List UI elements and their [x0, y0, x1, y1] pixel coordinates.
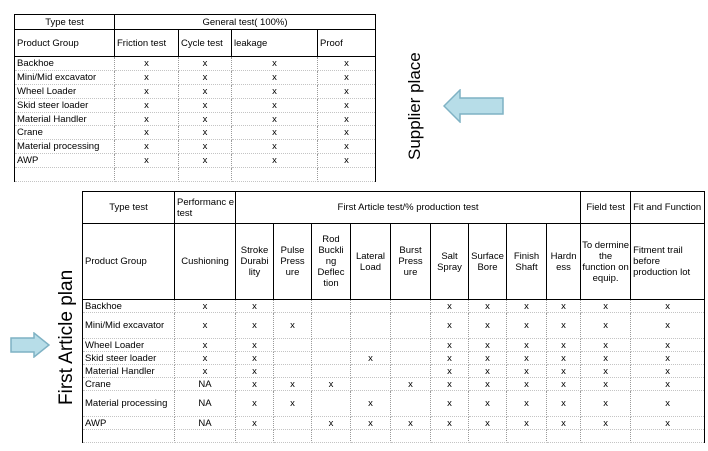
mark-cell: x — [507, 365, 547, 378]
mark-cell: x — [581, 339, 631, 352]
col-header: Salt Spray — [431, 224, 469, 300]
mark-cell: x — [631, 378, 705, 391]
mark-cell: x — [469, 378, 507, 391]
mark-cell: x — [469, 417, 507, 430]
mark-cell — [391, 339, 431, 352]
mark-cell: x — [631, 417, 705, 430]
mark-cell: x — [312, 378, 351, 391]
mark-cell: x — [236, 417, 274, 430]
product-group-cell: Crane — [15, 126, 115, 140]
supplier-place-label: Supplier place — [405, 52, 424, 160]
mark-cell — [351, 313, 391, 339]
mark-cell — [312, 300, 351, 313]
mark-cell: x — [115, 84, 179, 98]
empty-cell — [274, 430, 312, 443]
mark-cell: x — [115, 154, 179, 168]
mark-cell: x — [581, 417, 631, 430]
first-article-table — [82, 191, 705, 443]
mark-cell: x — [115, 70, 179, 84]
mark-cell: x — [469, 313, 507, 339]
mark-cell: x — [631, 365, 705, 378]
empty-cell — [318, 168, 376, 182]
mark-cell — [312, 313, 351, 339]
mark-cell: x — [232, 57, 318, 71]
mark-cell — [391, 313, 431, 339]
mark-cell: x — [431, 417, 469, 430]
mark-cell: NA — [175, 378, 236, 391]
empty-cell — [312, 430, 351, 443]
mark-cell: x — [507, 352, 547, 365]
mark-cell — [351, 365, 391, 378]
mark-cell: x — [232, 84, 318, 98]
col-header: Hardn ess — [547, 224, 581, 300]
mark-cell: x — [431, 352, 469, 365]
mark-cell: x — [547, 365, 581, 378]
col-header: leakage — [232, 30, 318, 57]
mark-cell: x — [507, 339, 547, 352]
mark-cell: x — [179, 84, 232, 98]
mark-cell: x — [351, 417, 391, 430]
col-header: Cushioning — [175, 224, 236, 300]
header-fit-function: Fit and Function — [631, 192, 705, 224]
col-header: Stroke Durabi lity — [236, 224, 274, 300]
mark-cell: x — [547, 417, 581, 430]
mark-cell: x — [232, 140, 318, 154]
table-row — [83, 339, 705, 352]
mark-cell: x — [232, 154, 318, 168]
mark-cell: x — [431, 300, 469, 313]
mark-cell: x — [318, 126, 376, 140]
mark-cell — [391, 391, 431, 417]
product-group-cell: Skid steer loader — [83, 352, 175, 365]
mark-cell: x — [232, 126, 318, 140]
mark-cell: x — [175, 300, 236, 313]
table-row — [15, 70, 376, 84]
mark-cell: x — [232, 112, 318, 126]
mark-cell: x — [236, 339, 274, 352]
empty-cell — [175, 430, 236, 443]
mark-cell: x — [631, 339, 705, 352]
mark-cell: x — [351, 352, 391, 365]
mark-cell: x — [318, 154, 376, 168]
table-row — [83, 378, 705, 391]
product-group-cell: AWP — [15, 154, 115, 168]
mark-cell — [312, 391, 351, 417]
mark-cell: x — [547, 378, 581, 391]
mark-cell — [312, 339, 351, 352]
mark-cell: x — [431, 365, 469, 378]
empty-cell — [469, 430, 507, 443]
general-test-table — [14, 14, 376, 182]
table-row — [15, 57, 376, 71]
empty-cell — [631, 430, 705, 443]
mark-cell: x — [469, 391, 507, 417]
mark-cell: x — [179, 112, 232, 126]
table-row — [83, 391, 705, 417]
mark-cell: x — [469, 300, 507, 313]
mark-cell: x — [431, 391, 469, 417]
mark-cell: x — [236, 378, 274, 391]
product-group-cell: Backhoe — [83, 300, 175, 313]
mark-cell: x — [115, 140, 179, 154]
mark-cell: x — [547, 339, 581, 352]
empty-cell — [115, 168, 179, 182]
mark-cell: x — [318, 112, 376, 126]
mark-cell: x — [115, 57, 179, 71]
mark-cell: x — [236, 365, 274, 378]
mark-cell: x — [236, 391, 274, 417]
table-row — [83, 365, 705, 378]
header-performance-test: Performanc e test — [175, 192, 236, 224]
product-group-cell: AWP — [83, 417, 175, 430]
mark-cell: x — [232, 70, 318, 84]
mark-cell: x — [391, 417, 431, 430]
mark-cell: x — [581, 378, 631, 391]
mark-cell: x — [469, 365, 507, 378]
empty-cell — [547, 430, 581, 443]
mark-cell: x — [274, 313, 312, 339]
mark-cell: x — [175, 313, 236, 339]
mark-cell — [351, 339, 391, 352]
table-row — [15, 140, 376, 154]
product-group-cell: Material processing — [15, 140, 115, 154]
mark-cell: x — [581, 391, 631, 417]
mark-cell: x — [431, 339, 469, 352]
mark-cell: x — [232, 98, 318, 112]
col-header: Pulse Press ure — [274, 224, 312, 300]
product-group-cell: Material processing — [83, 391, 175, 417]
table-row — [83, 352, 705, 365]
mark-cell — [312, 365, 351, 378]
col-header: Burst Press ure — [391, 224, 431, 300]
table-row — [15, 126, 376, 140]
mark-cell: x — [631, 313, 705, 339]
mark-cell: x — [507, 300, 547, 313]
mark-cell — [274, 365, 312, 378]
col-header: Finish Shaft — [507, 224, 547, 300]
mark-cell: x — [179, 154, 232, 168]
mark-cell — [274, 300, 312, 313]
mark-cell — [274, 339, 312, 352]
mark-cell: x — [547, 313, 581, 339]
mark-cell: x — [318, 57, 376, 71]
mark-cell: x — [236, 352, 274, 365]
mark-cell: x — [236, 313, 274, 339]
col-header: Surface Bore — [469, 224, 507, 300]
mark-cell — [391, 352, 431, 365]
mark-cell: x — [507, 417, 547, 430]
header-general-test: General test( 100%) — [115, 15, 376, 30]
empty-cell — [581, 430, 631, 443]
col-header: To dermine the function on equip. — [581, 224, 631, 300]
empty-cell — [179, 168, 232, 182]
mark-cell: x — [547, 300, 581, 313]
empty-cell — [507, 430, 547, 443]
product-group-cell: Material Handler — [15, 112, 115, 126]
product-group-cell: Material Handler — [83, 365, 175, 378]
mark-cell: x — [581, 300, 631, 313]
mark-cell: x — [179, 57, 232, 71]
table-row — [83, 300, 705, 313]
mark-cell: x — [507, 313, 547, 339]
empty-cell — [83, 430, 175, 443]
header-type-test: Type test — [83, 192, 175, 224]
product-group-cell: Mini/Mid excavator — [83, 313, 175, 339]
right-arrow-icon — [10, 332, 50, 358]
header-field-test: Field test — [581, 192, 631, 224]
table-row — [15, 98, 376, 112]
header-type-test: Type test — [15, 15, 115, 30]
mark-cell: x — [175, 365, 236, 378]
col-header: Proof — [318, 30, 376, 57]
mark-cell: x — [631, 352, 705, 365]
mark-cell: x — [431, 313, 469, 339]
mark-cell: x — [351, 391, 391, 417]
mark-cell: x — [581, 352, 631, 365]
mark-cell: x — [631, 300, 705, 313]
mark-cell: x — [274, 378, 312, 391]
mark-cell — [274, 352, 312, 365]
table-row — [83, 313, 705, 339]
col-header: Lateral Load — [351, 224, 391, 300]
mark-cell: x — [507, 391, 547, 417]
mark-cell: NA — [175, 391, 236, 417]
mark-cell: x — [318, 84, 376, 98]
empty-cell — [15, 168, 115, 182]
empty-cell — [232, 168, 318, 182]
first-article-plan-label: First Article plan — [56, 269, 77, 405]
mark-cell — [391, 300, 431, 313]
mark-cell: x — [115, 126, 179, 140]
table-row — [15, 112, 376, 126]
mark-cell: x — [507, 378, 547, 391]
header-first-article-test: First Article test/% production test — [236, 192, 581, 224]
table-row — [15, 154, 376, 168]
product-group-cell: Wheel Loader — [83, 339, 175, 352]
col-header: Fitment trail before production lot — [631, 224, 705, 300]
header-product-group: Product Group — [15, 30, 115, 57]
mark-cell: x — [431, 378, 469, 391]
mark-cell: NA — [175, 417, 236, 430]
mark-cell: x — [175, 339, 236, 352]
mark-cell: x — [179, 98, 232, 112]
empty-cell — [391, 430, 431, 443]
mark-cell: x — [391, 378, 431, 391]
mark-cell — [274, 417, 312, 430]
table-row — [15, 84, 376, 98]
left-arrow-icon — [443, 89, 505, 123]
mark-cell: x — [179, 140, 232, 154]
mark-cell — [351, 378, 391, 391]
header-product-group: Product Group — [83, 224, 175, 300]
mark-cell: x — [175, 352, 236, 365]
mark-cell: x — [547, 352, 581, 365]
product-group-cell: Wheel Loader — [15, 84, 115, 98]
mark-cell: x — [318, 98, 376, 112]
mark-cell: x — [179, 126, 232, 140]
mark-cell: x — [581, 313, 631, 339]
mark-cell: x — [547, 391, 581, 417]
mark-cell: x — [318, 70, 376, 84]
empty-cell — [431, 430, 469, 443]
product-group-cell: Backhoe — [15, 57, 115, 71]
product-group-cell: Crane — [83, 378, 175, 391]
col-header: Friction test — [115, 30, 179, 57]
mark-cell: x — [115, 98, 179, 112]
product-group-cell: Skid steer loader — [15, 98, 115, 112]
mark-cell: x — [312, 417, 351, 430]
mark-cell: x — [469, 352, 507, 365]
mark-cell: x — [318, 140, 376, 154]
mark-cell: x — [274, 391, 312, 417]
mark-cell — [351, 300, 391, 313]
empty-cell — [236, 430, 274, 443]
mark-cell: x — [469, 339, 507, 352]
empty-cell — [351, 430, 391, 443]
mark-cell: x — [115, 112, 179, 126]
table-row — [83, 417, 705, 430]
product-group-cell: Mini/Mid excavator — [15, 70, 115, 84]
col-header: Cycle test — [179, 30, 232, 57]
mark-cell: x — [581, 365, 631, 378]
mark-cell — [312, 352, 351, 365]
col-header: Rod Buckli ng Deflec tion — [312, 224, 351, 300]
mark-cell: x — [631, 391, 705, 417]
mark-cell: x — [236, 300, 274, 313]
mark-cell: x — [179, 70, 232, 84]
mark-cell — [391, 365, 431, 378]
